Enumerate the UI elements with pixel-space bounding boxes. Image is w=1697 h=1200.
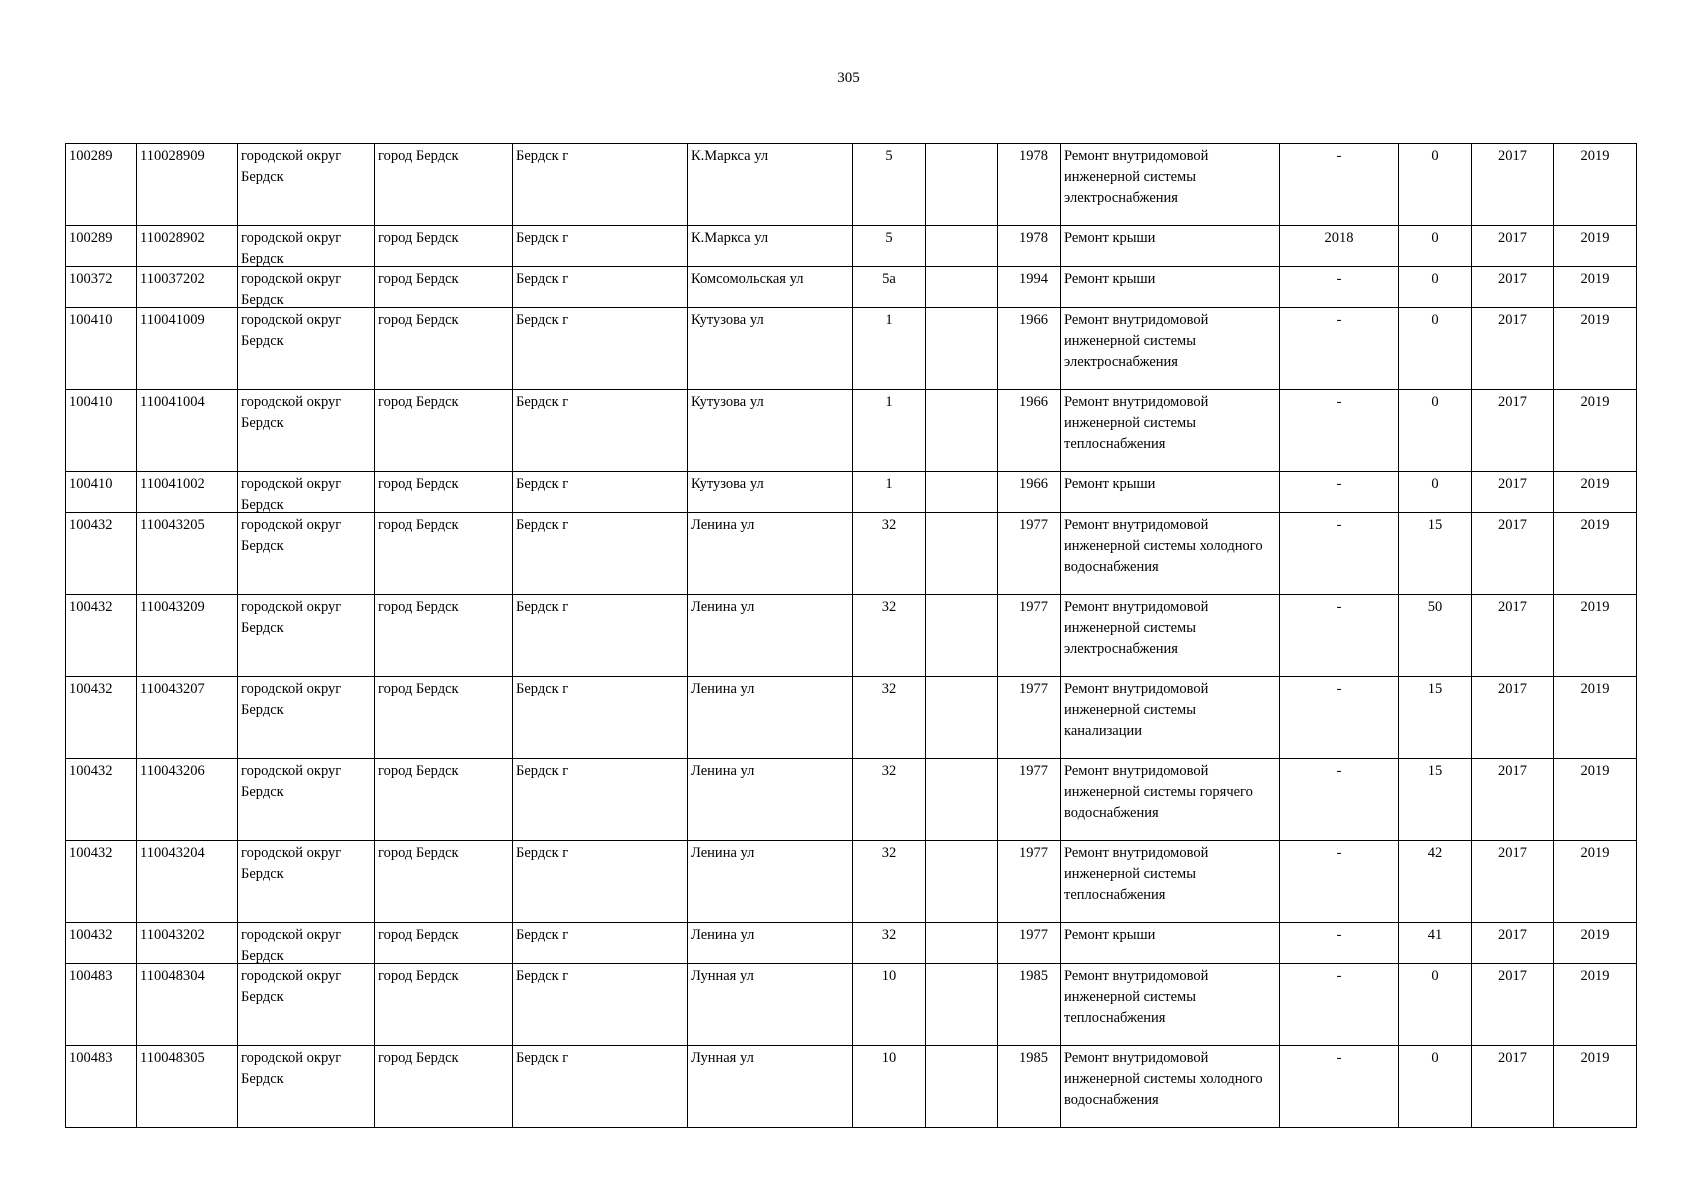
cell-district: городской округ Бердск: [238, 759, 375, 841]
cell-planned-year: -: [1280, 144, 1399, 226]
cell-locality: Бердск г: [513, 226, 688, 267]
cell-block: [926, 923, 998, 964]
cell-municipality: город Бердск: [375, 144, 513, 226]
cell-planned-year: -: [1280, 513, 1399, 595]
table-row: [66, 472, 1637, 513]
cell-district: [238, 226, 375, 267]
cell-district-text: городской округ Бердск: [241, 476, 342, 512]
cell-house-number: 5а: [853, 267, 926, 308]
cell-street: К.Маркса ул: [688, 226, 853, 267]
cell-work-code: 110043204: [137, 841, 238, 923]
cell-build-year: 1977: [998, 513, 1061, 595]
cell-period-start: 2017: [1472, 513, 1554, 595]
cell-street: Лунная ул: [688, 964, 853, 1046]
cell-street: Ленина ул: [688, 513, 853, 595]
cell-work-type: Ремонт крыши: [1061, 923, 1280, 964]
cell-district: [238, 267, 375, 308]
cell-district-text: городской округ Бердск: [241, 271, 342, 307]
cell-house-number: 32: [853, 759, 926, 841]
table-body: [66, 144, 1637, 1128]
cell-block: [926, 513, 998, 595]
cell-district-text: городской округ Бердск: [241, 927, 342, 963]
cell-period-end: 2019: [1554, 390, 1637, 472]
cell-municipality: город Бердск: [375, 923, 513, 964]
cell-build-year: 1966: [998, 308, 1061, 390]
cell-street: Комсомольская ул: [688, 267, 853, 308]
cell-work-type: Ремонт крыши: [1061, 267, 1280, 308]
cell-work-type: Ремонт внутридомовой инженерной системы холодного водоснабжения: [1061, 513, 1280, 595]
cell-work-type: Ремонт внутридомовой инженерной системы теплоснабжения: [1061, 964, 1280, 1046]
table-row: [66, 841, 1637, 923]
cell-street: К.Маркса ул: [688, 144, 853, 226]
cell-house-number: 32: [853, 841, 926, 923]
cell-district: [238, 472, 375, 513]
table-row: [66, 923, 1637, 964]
cell-block: [926, 841, 998, 923]
cell-planned-year: -: [1280, 759, 1399, 841]
cell-planned-year: -: [1280, 1046, 1399, 1128]
cell-work-code: 110043206: [137, 759, 238, 841]
cell-district: городской округ Бердск: [238, 144, 375, 226]
page-number: 305: [837, 70, 860, 86]
table-row: [66, 226, 1637, 267]
cell-locality: Бердск г: [513, 923, 688, 964]
cell-street: Кутузова ул: [688, 390, 853, 472]
cell-period-start: 2017: [1472, 267, 1554, 308]
cell-block: [926, 267, 998, 308]
cell-period-start: 2017: [1472, 390, 1554, 472]
cell-wear-percent: 15: [1399, 677, 1472, 759]
cell-planned-year: -: [1280, 841, 1399, 923]
table-row: [66, 267, 1637, 308]
cell-locality: Бердск г: [513, 308, 688, 390]
cell-work-code: 110043207: [137, 677, 238, 759]
cell-house-id: 100483: [66, 964, 137, 1046]
cell-locality: Бердск г: [513, 841, 688, 923]
cell-house-id: 100289: [66, 144, 137, 226]
cell-municipality: город Бердск: [375, 513, 513, 595]
cell-locality: Бердск г: [513, 677, 688, 759]
cell-locality: Бердск г: [513, 513, 688, 595]
cell-street: Кутузова ул: [688, 308, 853, 390]
cell-build-year: 1985: [998, 964, 1061, 1046]
table-row: [66, 1046, 1637, 1128]
table-row: [66, 677, 1637, 759]
cell-block: [926, 964, 998, 1046]
cell-locality: Бердск г: [513, 472, 688, 513]
cell-wear-percent: 0: [1399, 267, 1472, 308]
cell-wear-percent: 0: [1399, 472, 1472, 513]
cell-house-id: 100289: [66, 226, 137, 267]
cell-period-end: 2019: [1554, 595, 1637, 677]
cell-block: [926, 759, 998, 841]
cell-municipality: город Бердск: [375, 472, 513, 513]
cell-house-id: 100432: [66, 677, 137, 759]
cell-house-number: 1: [853, 308, 926, 390]
cell-period-end: 2019: [1554, 226, 1637, 267]
cell-wear-percent: 0: [1399, 390, 1472, 472]
cell-period-start: 2017: [1472, 759, 1554, 841]
cell-period-end: 2019: [1554, 759, 1637, 841]
cell-wear-percent: 0: [1399, 1046, 1472, 1128]
cell-municipality: город Бердск: [375, 1046, 513, 1128]
cell-work-type: Ремонт внутридомовой инженерной системы горячего водоснабжения: [1061, 759, 1280, 841]
cell-period-start: 2017: [1472, 308, 1554, 390]
cell-house-number: 32: [853, 595, 926, 677]
cell-build-year: 1977: [998, 923, 1061, 964]
table-row: [66, 759, 1637, 841]
cell-period-end: 2019: [1554, 964, 1637, 1046]
cell-build-year: 1985: [998, 1046, 1061, 1128]
cell-house-id: 100410: [66, 390, 137, 472]
cell-district: городской округ Бердск: [238, 595, 375, 677]
cell-street: Ленина ул: [688, 841, 853, 923]
cell-period-end: 2019: [1554, 677, 1637, 759]
cell-house-id: 100483: [66, 1046, 137, 1128]
cell-municipality: город Бердск: [375, 677, 513, 759]
cell-period-end: 2019: [1554, 308, 1637, 390]
cell-house-id: 100432: [66, 513, 137, 595]
cell-municipality: город Бердск: [375, 595, 513, 677]
cell-work-type: Ремонт крыши: [1061, 226, 1280, 267]
cell-planned-year: -: [1280, 964, 1399, 1046]
cell-house-number: 1: [853, 472, 926, 513]
cell-block: [926, 595, 998, 677]
cell-street: Ленина ул: [688, 677, 853, 759]
cell-work-code: 110028902: [137, 226, 238, 267]
cell-period-end: 2019: [1554, 841, 1637, 923]
cell-planned-year: -: [1280, 595, 1399, 677]
cell-work-code: 110048304: [137, 964, 238, 1046]
cell-block: [926, 144, 998, 226]
cell-block: [926, 1046, 998, 1128]
cell-block: [926, 472, 998, 513]
cell-work-type: Ремонт внутридомовой инженерной системы канализации: [1061, 677, 1280, 759]
cell-house-number: 5: [853, 226, 926, 267]
cell-work-code: 110043209: [137, 595, 238, 677]
cell-period-start: 2017: [1472, 472, 1554, 513]
cell-house-id: 100432: [66, 923, 137, 964]
cell-wear-percent: 0: [1399, 226, 1472, 267]
cell-locality: Бердск г: [513, 390, 688, 472]
cell-period-end: 2019: [1554, 513, 1637, 595]
cell-street: Ленина ул: [688, 759, 853, 841]
cell-house-id: 100432: [66, 759, 137, 841]
cell-locality: Бердск г: [513, 759, 688, 841]
cell-street: Кутузова ул: [688, 472, 853, 513]
cell-wear-percent: 0: [1399, 964, 1472, 1046]
cell-build-year: 1994: [998, 267, 1061, 308]
cell-district: городской округ Бердск: [238, 390, 375, 472]
cell-planned-year: -: [1280, 308, 1399, 390]
cell-wear-percent: 0: [1399, 308, 1472, 390]
cell-planned-year: 2018: [1280, 226, 1399, 267]
cell-work-code: 110043205: [137, 513, 238, 595]
cell-municipality: город Бердск: [375, 964, 513, 1046]
cell-house-number: 10: [853, 964, 926, 1046]
table-row: [66, 144, 1637, 226]
cell-period-start: 2017: [1472, 595, 1554, 677]
cell-work-code: 110041002: [137, 472, 238, 513]
cell-district: городской округ Бердск: [238, 677, 375, 759]
cell-locality: Бердск г: [513, 267, 688, 308]
cell-municipality: город Бердск: [375, 308, 513, 390]
cell-district: городской округ Бердск: [238, 1046, 375, 1128]
cell-house-number: 32: [853, 923, 926, 964]
cell-house-id: 100432: [66, 841, 137, 923]
cell-work-code: 110041004: [137, 390, 238, 472]
cell-municipality: город Бердск: [375, 841, 513, 923]
cell-build-year: 1977: [998, 759, 1061, 841]
cell-work-type: Ремонт внутридомовой инженерной системы электроснабжения: [1061, 144, 1280, 226]
repair-register-table: [65, 143, 1637, 1128]
cell-district-text: городской округ Бердск: [241, 230, 342, 266]
cell-work-type: Ремонт внутридомовой инженерной системы электроснабжения: [1061, 308, 1280, 390]
cell-build-year: 1977: [998, 841, 1061, 923]
cell-period-start: 2017: [1472, 144, 1554, 226]
cell-build-year: 1977: [998, 595, 1061, 677]
cell-wear-percent: 42: [1399, 841, 1472, 923]
cell-block: [926, 390, 998, 472]
cell-work-type: Ремонт внутридомовой инженерной системы теплоснабжения: [1061, 390, 1280, 472]
cell-locality: Бердск г: [513, 1046, 688, 1128]
cell-wear-percent: 15: [1399, 759, 1472, 841]
cell-street: Ленина ул: [688, 595, 853, 677]
cell-work-code: 110048305: [137, 1046, 238, 1128]
cell-period-end: 2019: [1554, 923, 1637, 964]
cell-municipality: город Бердск: [375, 759, 513, 841]
cell-period-start: 2017: [1472, 964, 1554, 1046]
cell-locality: Бердск г: [513, 595, 688, 677]
cell-wear-percent: 50: [1399, 595, 1472, 677]
cell-wear-percent: 41: [1399, 923, 1472, 964]
cell-period-start: 2017: [1472, 1046, 1554, 1128]
cell-municipality: город Бердск: [375, 390, 513, 472]
cell-district: городской округ Бердск: [238, 841, 375, 923]
cell-house-id: 100432: [66, 595, 137, 677]
cell-build-year: 1966: [998, 472, 1061, 513]
cell-planned-year: -: [1280, 923, 1399, 964]
cell-house-id: 100410: [66, 308, 137, 390]
table-row: [66, 595, 1637, 677]
cell-period-end: 2019: [1554, 267, 1637, 308]
cell-wear-percent: 15: [1399, 513, 1472, 595]
table-row: [66, 964, 1637, 1046]
cell-municipality: город Бердск: [375, 267, 513, 308]
cell-house-id: 100372: [66, 267, 137, 308]
cell-work-type: Ремонт внутридомовой инженерной системы холодного водоснабжения: [1061, 1046, 1280, 1128]
cell-work-code: 110043202: [137, 923, 238, 964]
cell-wear-percent: 0: [1399, 144, 1472, 226]
table-row: [66, 390, 1637, 472]
cell-municipality: город Бердск: [375, 226, 513, 267]
cell-street: Лунная ул: [688, 1046, 853, 1128]
cell-work-code: 110041009: [137, 308, 238, 390]
cell-block: [926, 308, 998, 390]
cell-planned-year: -: [1280, 390, 1399, 472]
cell-work-type: Ремонт внутридомовой инженерной системы теплоснабжения: [1061, 841, 1280, 923]
cell-period-start: 2017: [1472, 677, 1554, 759]
cell-work-code: 110028909: [137, 144, 238, 226]
cell-house-number: 32: [853, 677, 926, 759]
cell-district: городской округ Бердск: [238, 964, 375, 1046]
cell-planned-year: -: [1280, 472, 1399, 513]
cell-work-code: 110037202: [137, 267, 238, 308]
cell-locality: Бердск г: [513, 964, 688, 1046]
cell-district: [238, 923, 375, 964]
cell-house-id: 100410: [66, 472, 137, 513]
cell-house-number: 32: [853, 513, 926, 595]
cell-build-year: 1966: [998, 390, 1061, 472]
cell-house-number: 5: [853, 144, 926, 226]
cell-build-year: 1978: [998, 144, 1061, 226]
table-row: [66, 513, 1637, 595]
cell-locality: Бердск г: [513, 144, 688, 226]
cell-period-end: 2019: [1554, 1046, 1637, 1128]
cell-period-end: 2019: [1554, 472, 1637, 513]
cell-build-year: 1978: [998, 226, 1061, 267]
cell-block: [926, 677, 998, 759]
cell-period-start: 2017: [1472, 923, 1554, 964]
table-row: [66, 308, 1637, 390]
cell-work-type: Ремонт внутридомовой инженерной системы электроснабжения: [1061, 595, 1280, 677]
cell-house-number: 1: [853, 390, 926, 472]
cell-street: Ленина ул: [688, 923, 853, 964]
cell-work-type: Ремонт крыши: [1061, 472, 1280, 513]
cell-planned-year: -: [1280, 267, 1399, 308]
cell-build-year: 1977: [998, 677, 1061, 759]
cell-period-start: 2017: [1472, 226, 1554, 267]
cell-block: [926, 226, 998, 267]
cell-period-end: 2019: [1554, 144, 1637, 226]
cell-planned-year: -: [1280, 677, 1399, 759]
cell-district: городской округ Бердск: [238, 513, 375, 595]
cell-period-start: 2017: [1472, 841, 1554, 923]
cell-district: городской округ Бердск: [238, 308, 375, 390]
cell-house-number: 10: [853, 1046, 926, 1128]
